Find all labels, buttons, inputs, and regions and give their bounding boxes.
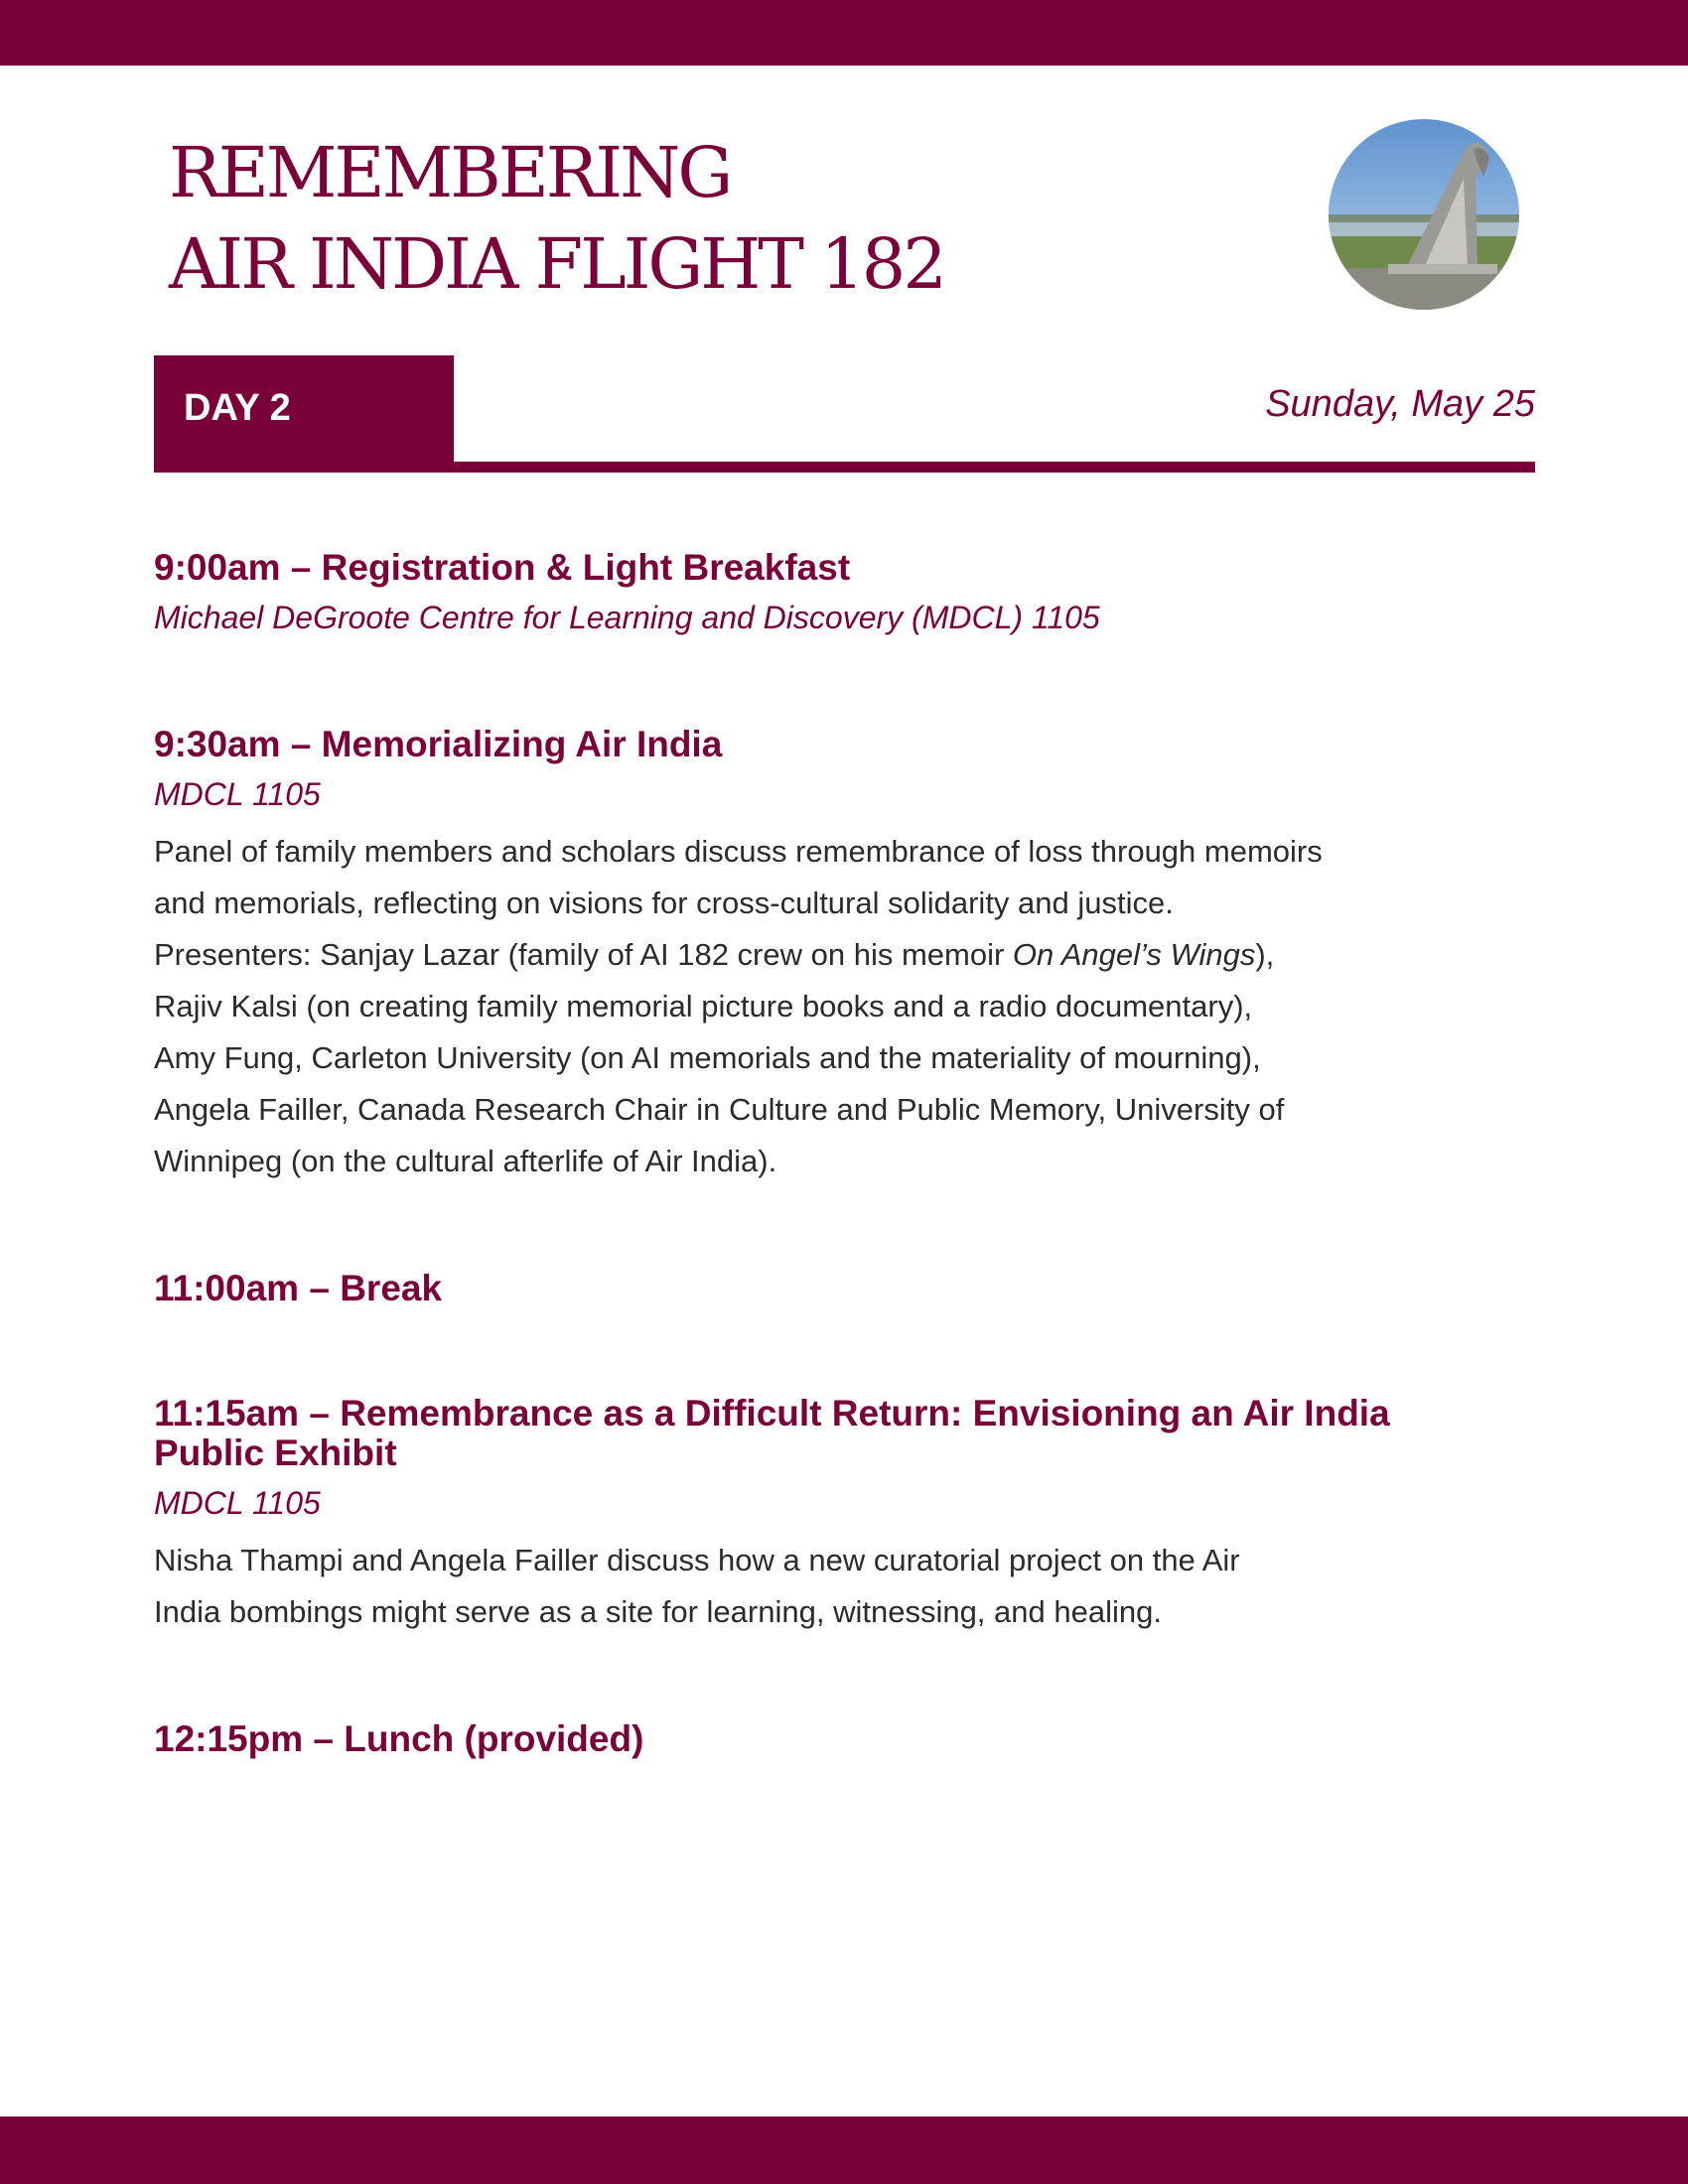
event-location: MDCL 1105 xyxy=(154,776,321,812)
title-line-1: REMEMBERING xyxy=(169,132,731,213)
day-label: DAY 2 xyxy=(184,387,291,429)
event-location: MDCL 1105 xyxy=(154,1485,321,1521)
description-line: Angela Failler, Canada Research Chair in Culture and Public Memory, University of xyxy=(154,1092,1285,1127)
event-title xyxy=(154,1394,1544,1473)
event-lunch xyxy=(154,1719,1544,1759)
day-label-box xyxy=(154,355,454,473)
event-title: 9:00am – Registration & Light Breakfast xyxy=(154,547,851,588)
day-divider-rule xyxy=(154,462,1535,473)
description-line xyxy=(154,929,1544,981)
event-description xyxy=(154,1535,1544,1638)
description-text: Presenters: Sanjay Lazar (family of AI 182 crew on his memoir xyxy=(154,937,1013,972)
event-registration xyxy=(154,548,1544,637)
event-remembrance-exhibit xyxy=(154,1394,1544,1638)
day-date: Sunday, May 25 xyxy=(1265,383,1535,425)
event-memorializing xyxy=(154,725,1544,1187)
description-line: and memorials, reflecting on visions for cross-cultural solidarity and justice. xyxy=(154,886,1174,920)
description-line: Rajiv Kalsi (on creating family memorial picture books and a radio documentary), xyxy=(154,989,1253,1024)
description-line: Winnipeg (on the cultural afterlife of Air India). xyxy=(154,1144,777,1178)
event-title: 12:15pm – Lunch (provided) xyxy=(154,1718,644,1759)
top-banner xyxy=(0,0,1688,66)
event-title-line: 11:15am – Remembrance as a Difficult Return: Envisioning an Air India xyxy=(154,1393,1390,1433)
event-break xyxy=(154,1269,1544,1308)
description-line: Amy Fung, Carleton University (on AI memorials and the materiality of mourning), xyxy=(154,1040,1261,1075)
description-line: Nisha Thampi and Angela Failler discuss how a new curatorial project on the Air xyxy=(154,1543,1240,1577)
event-title: 9:30am – Memorializing Air India xyxy=(154,724,723,764)
event-title: 11:00am – Break xyxy=(154,1268,443,1308)
schedule xyxy=(154,548,1544,1759)
memoir-title: On Angel’s Wings xyxy=(1012,937,1256,972)
description-line: India bombings might serve as a site for learning, witnessing, and healing. xyxy=(154,1594,1162,1629)
event-description xyxy=(154,826,1544,1187)
event-title-line: Public Exhibit xyxy=(154,1433,397,1473)
description-line: Panel of family members and scholars discuss remembrance of loss through memoirs xyxy=(154,834,1323,869)
page-title xyxy=(169,127,944,310)
bottom-banner xyxy=(0,2116,1688,2184)
memorial-photo xyxy=(1329,119,1519,310)
event-location: Michael DeGroote Centre for Learning and Discovery (MDCL) 1105 xyxy=(154,600,1100,635)
title-line-2: AIR INDIA FLIGHT 182 xyxy=(169,223,944,305)
description-text: ), xyxy=(1255,937,1275,972)
memorial-sculpture-image xyxy=(1329,119,1519,310)
